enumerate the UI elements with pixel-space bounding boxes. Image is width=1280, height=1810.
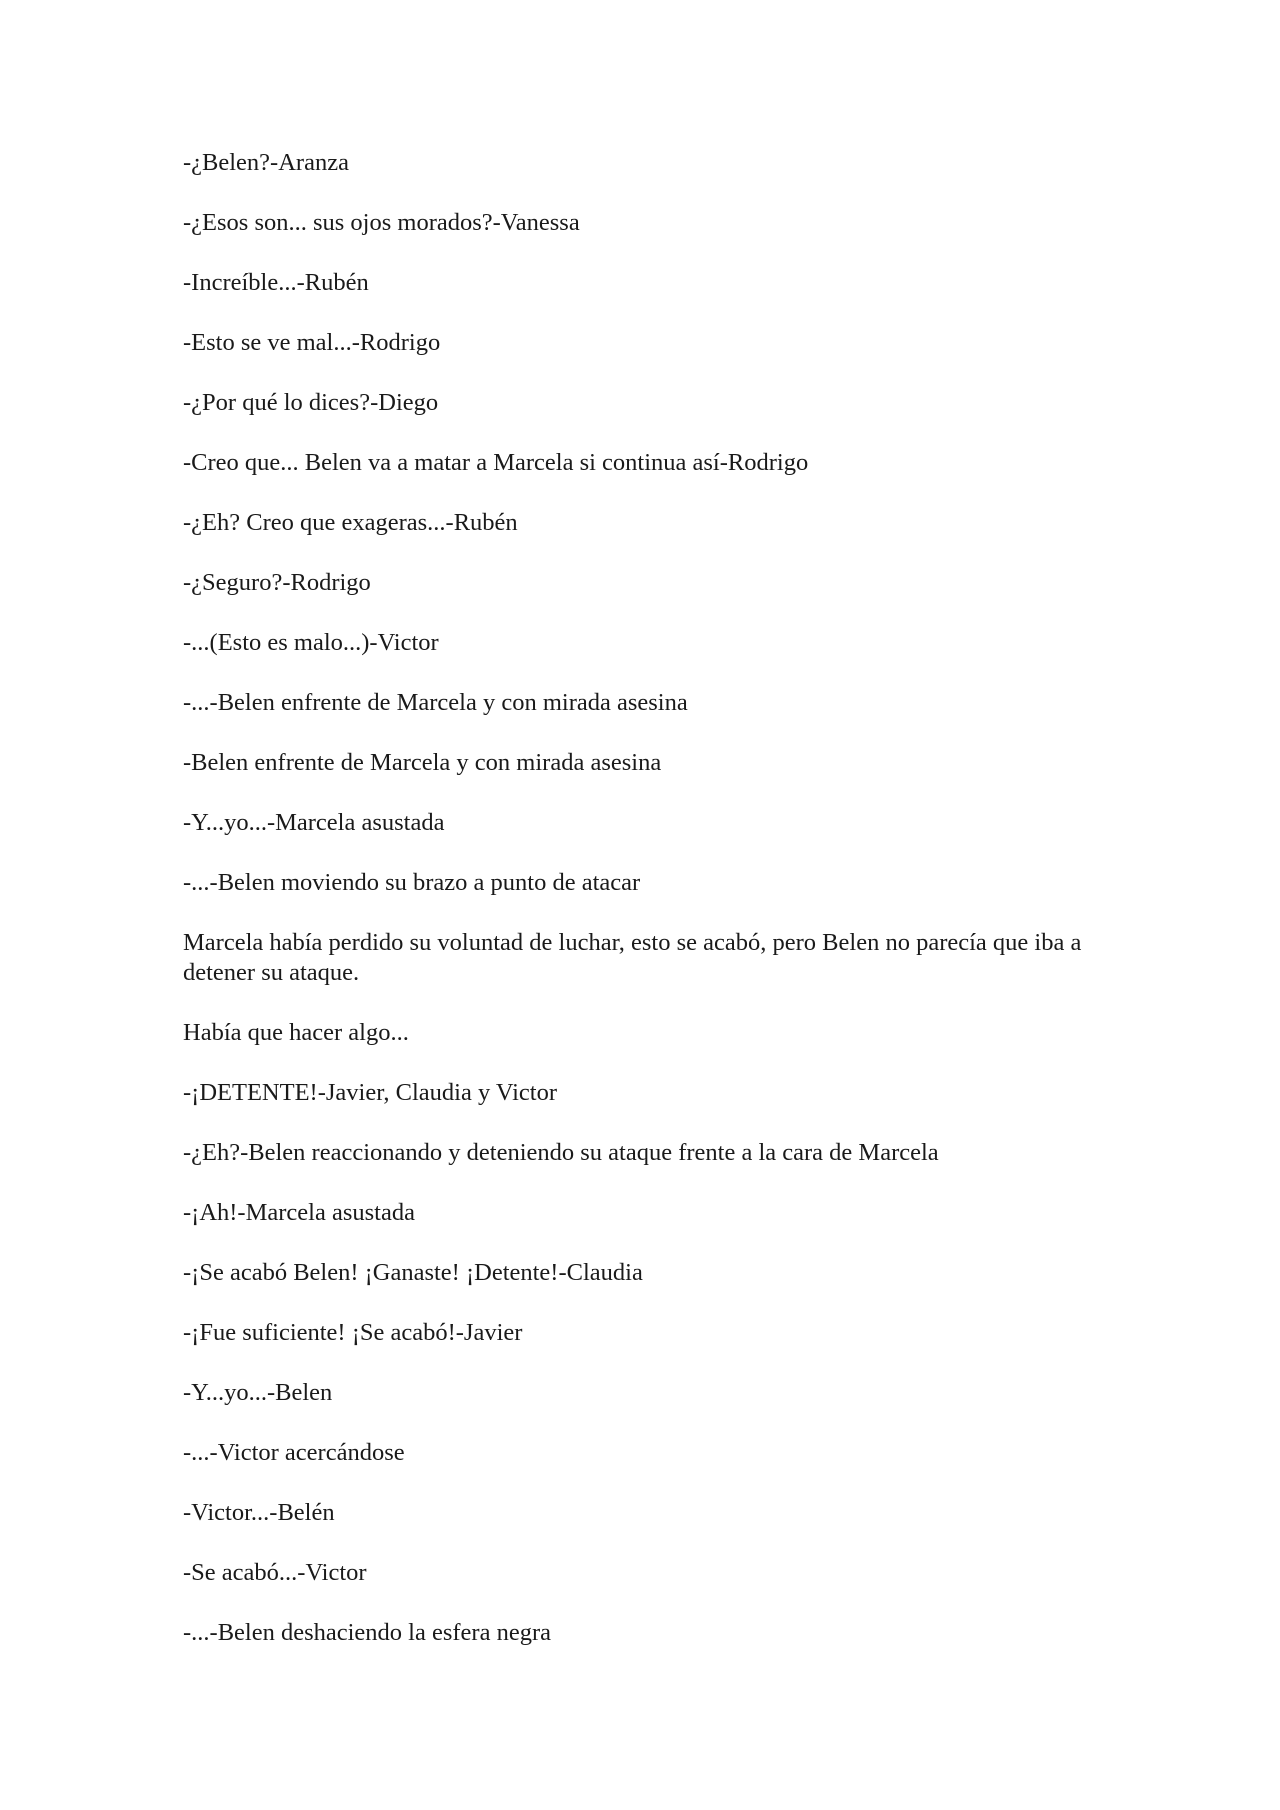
narration-paragraph: Marcela había perdido su voluntad de luchar, esto se acabó, pero Belen no parecía que iba a detener su ataque.: [183, 929, 1088, 986]
dialogue-line: -¿Esos son... sus ojos morados?-Vanessa: [183, 209, 580, 236]
dialogue-line: -¿Belen?-Aranza: [183, 149, 349, 176]
dialogue-line: -¿Eh?-Belen reaccionando y deteniendo su ataque frente a la cara de Marcela: [183, 1139, 939, 1166]
dialogue-line: -¿Seguro?-Rodrigo: [183, 569, 371, 596]
document-body: [183, 148, 1088, 1678]
narration-paragraph: Había que hacer algo...: [183, 1019, 409, 1046]
dialogue-line: -Y...yo...-Marcela asustada: [183, 809, 445, 836]
dialogue-line: -...-Belen deshaciendo la esfera negra: [183, 1619, 551, 1646]
dialogue-line: -...-Belen enfrente de Marcela y con mirada asesina: [183, 689, 688, 716]
dialogue-line: -Increíble...-Rubén: [183, 269, 369, 296]
dialogue-line: -Victor...-Belén: [183, 1499, 335, 1526]
dialogue-line: -Se acabó...-Victor: [183, 1559, 367, 1586]
dialogue-line: -Belen enfrente de Marcela y con mirada asesina: [183, 749, 662, 776]
dialogue-line: -Esto se ve mal...-Rodrigo: [183, 329, 441, 356]
dialogue-line: -...-Victor acercándose: [183, 1439, 405, 1466]
dialogue-line: -¡Ah!-Marcela asustada: [183, 1199, 415, 1226]
dialogue-line: -¡Fue suficiente! ¡Se acabó!-Javier: [183, 1319, 523, 1346]
dialogue-line: -Creo que... Belen va a matar a Marcela si continua así-Rodrigo: [183, 449, 809, 476]
dialogue-line: -Y...yo...-Belen: [183, 1379, 333, 1406]
dialogue-line: -¡DETENTE!-Javier, Claudia y Victor: [183, 1079, 557, 1106]
dialogue-line: -¿Eh? Creo que exageras...-Rubén: [183, 509, 518, 536]
dialogue-line: -¿Por qué lo dices?-Diego: [183, 389, 439, 416]
dialogue-line: -...(Esto es malo...)-Victor: [183, 629, 439, 656]
dialogue-line: -...-Belen moviendo su brazo a punto de atacar: [183, 869, 641, 896]
dialogue-line: -¡Se acabó Belen! ¡Ganaste! ¡Detente!-Claudia: [183, 1259, 643, 1286]
